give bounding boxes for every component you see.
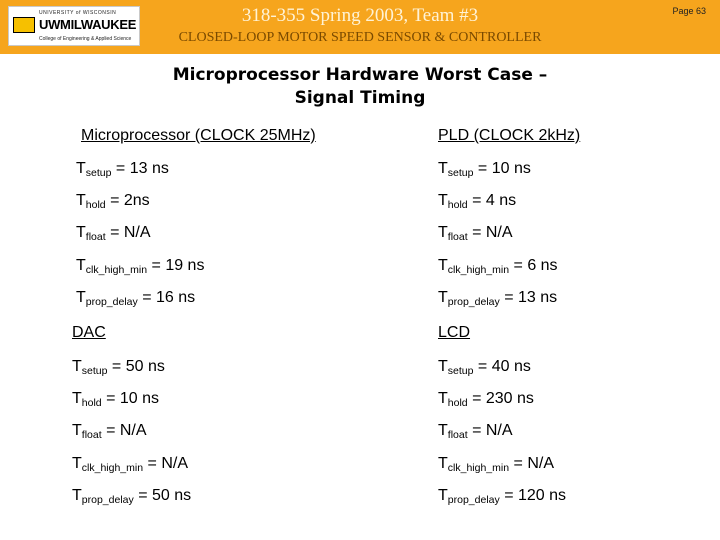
slide-title [120,64,600,110]
mp-row-setup: $T_{setup} = 13$ ns [76,160,169,179]
dac-row-clk-high-min: $T_{clk\_high\_min} = N/A$ [72,455,188,474]
header-banner [0,0,720,54]
dac-row-prop-delay: $T_{prop\_delay} = 50$ ns [72,487,192,506]
pld-heading: PLD (CLOCK 2kHz) [438,127,581,144]
lcd-row-setup: $T_{setup} = 40$ ns [438,358,531,377]
dac-heading: DAC [72,324,106,341]
lcd-row-float: $T_{float} = N/A$ [438,422,513,441]
university-logo [8,6,140,46]
dac-row-hold: $T_{hold} = 10$ ns [72,390,160,409]
mp-row-float: $T_{float} = N/A$ [76,224,151,243]
lcd-heading: LCD [438,324,471,341]
logo-sub-text: College of Engineering & Applied Science [39,36,132,42]
lcd-row-clk-high-min: $T_{clk\_high\_min} = N/A$ [438,455,554,474]
page-number: Page 63 [672,6,706,16]
slide-title-line-1: Microprocessor Hardware Worst Case – [172,65,548,85]
dac-row-float: $T_{float} = N/A$ [72,422,147,441]
course-title: 318-355 Spring 2003, Team #3 [241,5,479,26]
slide-title-line-2: Signal Timing [294,88,426,108]
logo-mark-icon [13,17,35,33]
project-title: CLOSED-LOOP MOTOR SPEED SENSOR & CONTROLLER [178,30,542,45]
lcd-row-hold: $T_{hold} = 230$ ns [438,390,534,409]
mp-row-clk-high-min: $T_{clk\_high\_min} = 19$ ns [76,257,205,276]
mp-row-hold: $T_{hold} = 2ns$ [76,192,150,211]
lcd-row-prop-delay: $T_{prop\_delay} = 120$ ns [438,487,567,506]
logo-top-text: UNIVERSITY of WISCONSIN [39,10,117,16]
pld-row-float: $T_{float} = N/A$ [438,224,513,243]
pld-row-prop-delay: $T_{prop\_delay} = 13$ ns [438,289,558,308]
dac-row-setup: $T_{setup} = 50$ ns [72,358,165,377]
pld-row-clk-high-min: $T_{clk\_high\_min} = 6$ ns [438,257,558,276]
pld-row-hold: $T_{hold} = 4$ ns [438,192,517,211]
pld-row-setup: $T_{setup} = 10$ ns [438,160,531,179]
mp-row-prop-delay: $T_{prop\_delay} = 16$ ns [76,289,196,308]
logo-main-text: UWMILWAUKEE [39,17,137,32]
mp-heading: Microprocessor (CLOCK 25MHz) [81,127,316,144]
